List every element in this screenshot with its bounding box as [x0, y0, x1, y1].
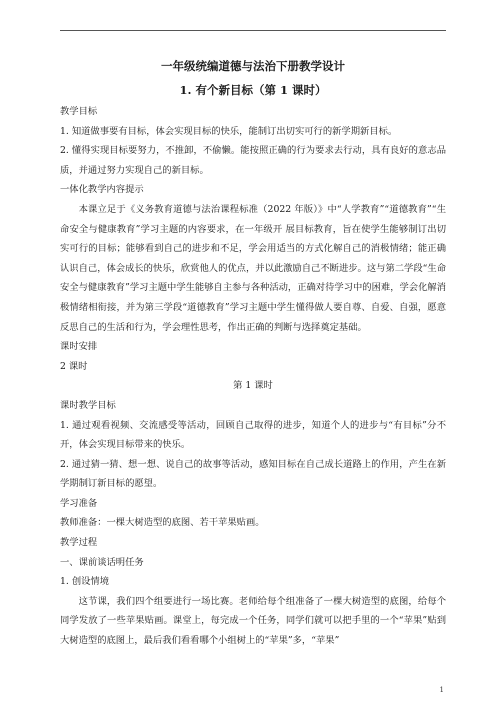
scenario-paragraph: 这节课，我们四个组要进行一场比赛。老师给每个组准备了一棵大树造型的底图，给每个同学发放了一些苹果贴画。课堂上，每完成一个任务，同学们就可以把手里的一个“苹果”贴到大树造型的底图上，最后我们看看哪个小组树上的“苹果”多，“苹果”: [60, 595, 446, 647]
period-goal-item-1: 1. 通过观看视频、交流感受等活动，回顾自己取得的进步，知道个人的进步与“有目标”分不开，体会实现目标带来的快乐。: [60, 419, 446, 451]
prep-heading: 学习准备: [60, 497, 98, 509]
process-heading: 教学过程: [60, 537, 98, 549]
goals-heading: 教学目标: [60, 106, 98, 117]
tips-paragraph: 本课立足于《义务教育道德与法治课程标准（2022 年版）》中“人学教育”“道德教育”“生命安全与健康教育”学习主题的内容要求，在一年级开 展目标教育，旨在使学生能够制订出切实可行的目标；能够看到自己的进步和不足，学会用适当的方式化解自己的消极情绪；能正确认识自己，体会成长的快乐，欣赏他人的优点，并以此激励自己不断进步。这与第二学段“生命安全与健康教育”学习主题中学生能够自主参与各种活动，正确对待学习中的困难，学会化解消极情绪相衔接，并为第三学段“道德教育”学习主题中学生懂得做人要自尊、自爱、自强，愿意反思自己的生活和行为，学会理性思考，作出正确的判断与选择奠定基础。: [60, 203, 446, 333]
schedule-heading: 课时安排: [60, 341, 98, 353]
document-title: 一年级统编道德与法治下册教学设计: [161, 59, 345, 73]
goal-item-2: 2. 懂得实现目标要努力，不推卸，不偷懒。能按照正确的行为要求去行动，具有良好的意志品质，并通过努力实现自己的新目标。: [60, 145, 446, 176]
lesson-title: 1. 有个新目标（第 1 课时）: [179, 83, 327, 97]
period-goal-item-2: 2. 通过猜一猜、想一想、说自己的故事等活动，感知目标在自己成长道路上的作用，产生在新学期制订新目标的愿望。: [60, 458, 446, 490]
header-rule: [60, 30, 446, 31]
period-heading: 第 1 课时: [233, 380, 273, 392]
period-goals-heading: 课时教学目标: [60, 399, 116, 411]
goal-item-1: 1. 知道做事要有目标，体会实现目标的快乐，能制订出切实可行的新学期新目标。: [60, 125, 398, 137]
document-body: [60, 102, 446, 651]
prep-paragraph: 教师准备：一棵大树造型的底图、若干苹果贴画。: [60, 517, 265, 529]
process-subheading: 一、课前谈话明任务: [60, 556, 144, 568]
tips-heading: 一体化教学内容提示: [60, 184, 144, 196]
page-number: 1: [439, 686, 444, 694]
schedule-value: 2 课时: [60, 360, 88, 372]
process-step-heading: 1. 创设情境: [60, 576, 110, 588]
